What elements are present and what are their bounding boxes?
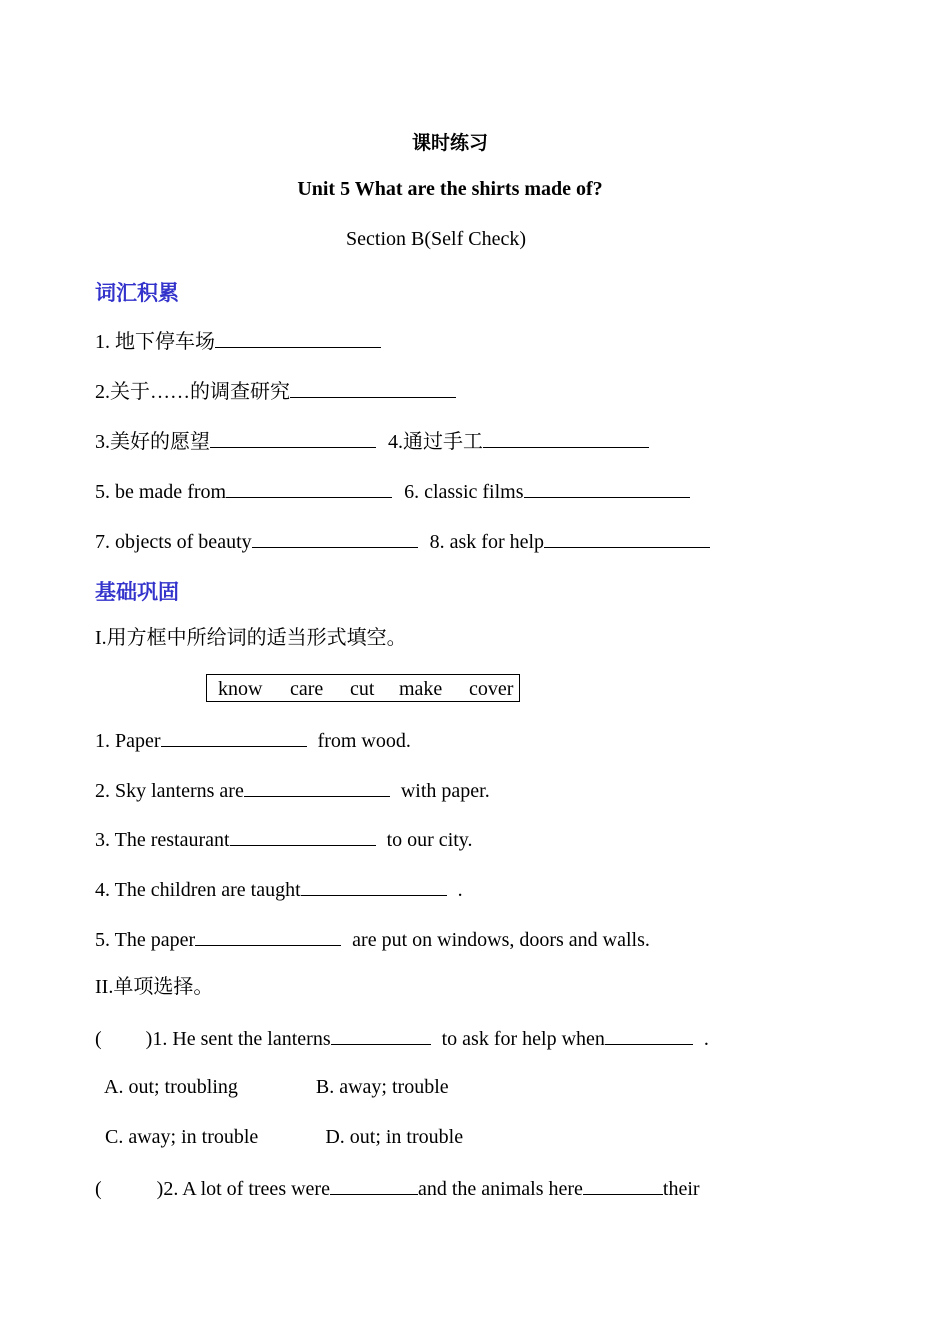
vocab-item-5: 5. be made from [95,481,227,503]
answer-blank[interactable] [301,875,447,896]
vocab-item-6: 6. classic films [404,481,524,503]
question-text: to our city. [386,829,473,851]
answer-blank[interactable] [210,427,376,448]
option-c[interactable]: C. away; in trouble [105,1126,259,1148]
choice-question-1 [95,1024,709,1052]
word-cover: cover [469,678,514,700]
answer-blank[interactable] [483,427,649,448]
vocab-row-3 [95,427,649,455]
vocab-row-2 [95,377,456,405]
option-d[interactable]: D. out; in trouble [325,1126,464,1148]
question-text: 4. The children are taught [95,879,301,901]
vocab-row-4 [95,477,690,505]
vocab-row-5 [95,527,710,555]
vocab-item-7: 7. objects of beauty [95,531,252,553]
answer-blank[interactable] [330,1174,418,1195]
question-text: to ask for help when [441,1028,605,1050]
answer-blank[interactable] [230,825,376,846]
answer-blank[interactable] [226,477,392,498]
fill-question-1 [95,726,411,754]
answer-blank[interactable] [244,776,390,797]
section-title: Section B(Self Check) [346,228,526,250]
answer-blank[interactable] [605,1024,693,1045]
question-text: 1. Paper [95,730,161,752]
fill-question-4 [95,875,463,903]
fill-question-5 [95,925,650,953]
question-text: 5. The paper [95,929,196,951]
answer-blank[interactable] [195,925,341,946]
answer-blank[interactable] [161,726,307,747]
fill-question-3 [95,825,473,853]
question-text: their [662,1178,700,1200]
question-text: )1. He sent the lanterns [145,1028,331,1050]
answer-blank[interactable] [331,1024,431,1045]
answer-blank[interactable] [524,477,690,498]
question-text: and the animals here [417,1178,583,1200]
answer-bracket[interactable]: ( [95,1028,102,1050]
part2-instruction: II.单项选择。 [95,976,214,998]
choice-question-2 [95,1174,700,1202]
vocab-item-1: 1. 地下停车场 [95,331,215,353]
word-cut: cut [350,678,375,700]
question-text: . [457,879,463,901]
choice-options-row-2 [105,1124,463,1150]
basics-heading: 基础巩固 [95,580,179,604]
vocab-heading: 词汇积累 [95,281,179,305]
answer-blank[interactable] [252,527,418,548]
vocab-item-4: 4.通过手工 [388,431,483,453]
vocab-item-3: 3.美好的愿望 [95,431,210,453]
question-text: from wood. [317,730,411,752]
answer-blank[interactable] [583,1174,663,1195]
answer-blank[interactable] [290,377,456,398]
answer-bracket[interactable]: ( [95,1178,102,1200]
word-make: make [399,678,443,700]
vocab-row-1 [95,327,381,355]
question-text: with paper. [400,780,490,802]
word-know: know [218,678,263,700]
question-text: are put on windows, doors and walls. [352,929,650,951]
part1-instruction: I.用方框中所给词的适当形式填空。 [95,627,407,649]
unit-title: Unit 5 What are the shirts made of? [297,178,603,200]
question-text: 2. Sky lanterns are [95,780,244,802]
vocab-item-2: 2.关于……的调查研究 [95,381,290,403]
question-text: 3. The restaurant [95,829,230,851]
option-b[interactable]: B. away; trouble [315,1076,449,1098]
vocab-item-8: 8. ask for help [429,531,545,553]
answer-blank[interactable] [215,327,381,348]
question-text: )2. A lot of trees were [156,1178,330,1200]
fill-question-2 [95,776,490,804]
word-care: care [290,678,324,700]
choice-options-row-1 [104,1074,449,1100]
question-text: . [703,1028,709,1050]
answer-blank[interactable] [544,527,710,548]
option-a[interactable]: A. out; troubling [104,1076,238,1098]
word-box [206,674,520,702]
page-title-cn: 课时练习 [411,132,488,154]
